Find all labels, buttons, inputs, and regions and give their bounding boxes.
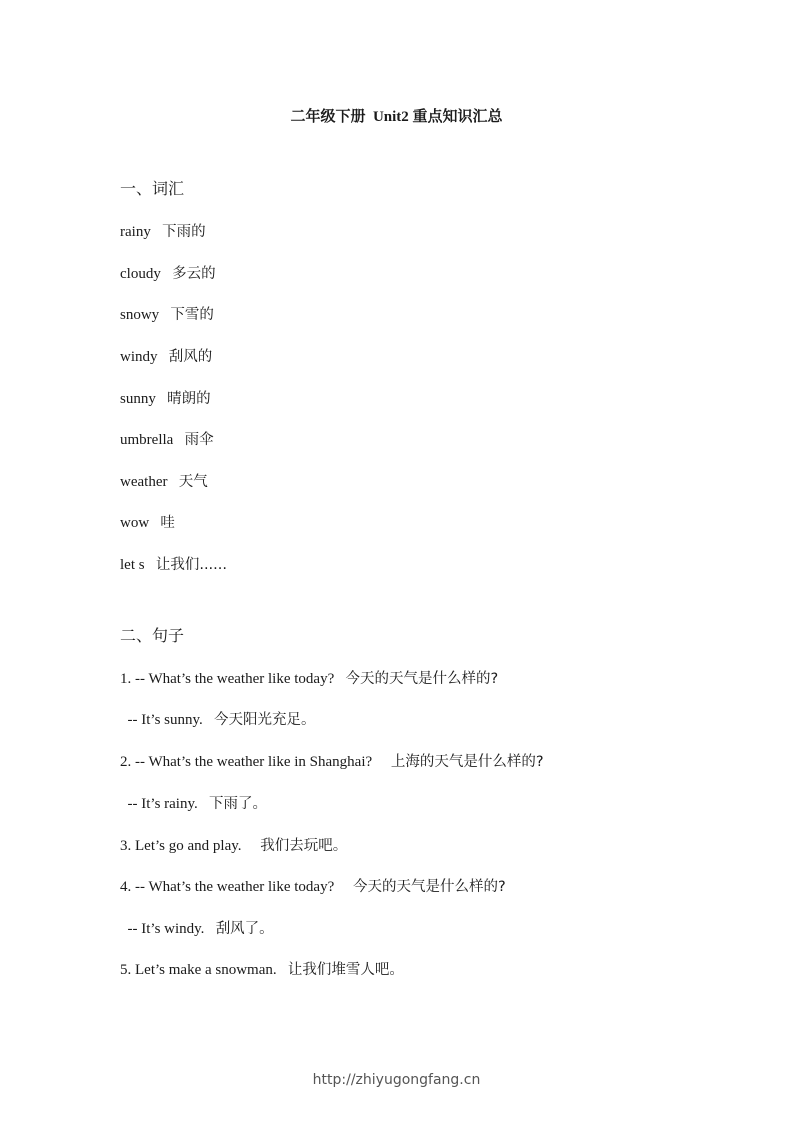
sentence-en: 5. Let’s make a snowman. xyxy=(120,962,277,978)
sentence-cn: 上海的天气是什么样的? xyxy=(390,754,544,770)
sentence-en: 4. -- What’s the weather like today? xyxy=(120,879,335,895)
sentence-line xyxy=(120,876,506,898)
sentence-line xyxy=(120,793,267,815)
sentence-en: 3. Let’s go and play. xyxy=(120,838,242,854)
sentence-line xyxy=(120,709,316,731)
sentence-en: -- It’s rainy. xyxy=(120,796,198,812)
vocab-en: snowy xyxy=(120,307,160,323)
vocab-item xyxy=(120,263,216,285)
sentence-cn: 今天阳光充足。 xyxy=(214,712,316,728)
vocab-cn: 多云的 xyxy=(172,266,216,282)
sentence-line xyxy=(120,835,347,857)
vocab-cn: 晴朗的 xyxy=(167,391,211,407)
sentence-line xyxy=(120,668,498,690)
footer-url[interactable]: http://zhiyugongfang.cn xyxy=(312,1072,481,1088)
vocab-cn: 哇 xyxy=(160,515,175,531)
vocab-en: rainy xyxy=(120,224,151,240)
vocab-en: umbrella xyxy=(120,432,174,448)
vocab-en: let s xyxy=(120,557,145,573)
vocab-item xyxy=(120,471,208,493)
sentence-cn: 我们去玩吧。 xyxy=(260,838,348,854)
vocab-cn: 刮风的 xyxy=(168,349,213,365)
sentence-cn: 今天的天气是什么样的? xyxy=(352,879,506,895)
vocab-item xyxy=(120,512,175,534)
vocab-en: windy xyxy=(120,349,158,365)
sentence-line xyxy=(120,918,274,940)
sentence-cn: 刮风了。 xyxy=(215,921,274,937)
page-title: 二年级下册 Unit2 重点知识汇总 xyxy=(290,109,503,125)
vocab-cn: 下雨的 xyxy=(162,224,206,240)
vocab-item xyxy=(120,304,214,326)
vocab-item xyxy=(120,388,211,410)
sentence-cn: 让我们堆雪人吧。 xyxy=(287,962,404,978)
vocab-item xyxy=(120,554,227,576)
vocab-en: wow xyxy=(120,515,150,531)
vocab-item xyxy=(120,346,212,368)
vocab-heading: 一、词汇 xyxy=(120,181,185,198)
vocab-item xyxy=(120,429,214,451)
sentence-cn: 今天的天气是什么样的? xyxy=(345,671,499,687)
sentence-line xyxy=(120,959,404,981)
vocab-cn: 雨伞 xyxy=(184,432,214,448)
sentence-en: 1. -- What’s the weather like today? xyxy=(120,671,335,687)
vocab-en: weather xyxy=(120,474,168,490)
sentence-en: 2. -- What’s the weather like in Shanghai? xyxy=(120,754,373,770)
sentence-en: -- It’s sunny. xyxy=(120,712,203,728)
sentence-heading: 二、句子 xyxy=(120,628,185,645)
vocab-item xyxy=(120,221,206,243)
vocab-cn: 让我们...... xyxy=(155,557,227,573)
vocab-en: sunny xyxy=(120,391,156,407)
vocab-cn: 天气 xyxy=(178,474,208,490)
sentence-en: -- It’s windy. xyxy=(120,921,205,937)
vocab-cn: 下雪的 xyxy=(170,307,214,323)
sentence-line xyxy=(120,751,544,773)
sentence-cn: 下雨了。 xyxy=(209,796,268,812)
vocab-en: cloudy xyxy=(120,266,161,282)
